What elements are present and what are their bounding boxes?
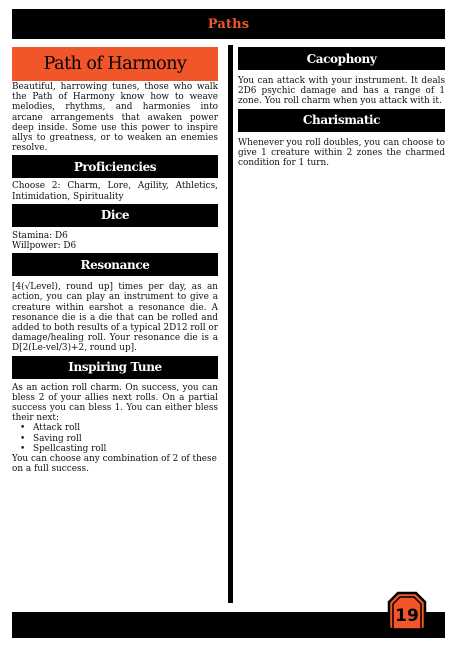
- right-column: [238, 47, 445, 168]
- path-title-banner: [12, 47, 218, 81]
- inspiring-tune-heading: Inspiring Tune: [12, 356, 218, 379]
- charismatic-heading: Charismatic: [238, 109, 445, 132]
- path-title: Path of Harmony: [43, 54, 187, 74]
- willpower-text: Willpower: D6: [12, 241, 77, 252]
- list-item: • Saving roll: [12, 434, 218, 444]
- page-number: 19: [395, 606, 419, 626]
- left-column: [12, 47, 218, 474]
- dice-heading: Dice: [12, 204, 218, 227]
- page-number-badge: [380, 591, 434, 631]
- inspiring-tune-footer: You can choose any combination of 2 of these on a full success.: [12, 454, 217, 475]
- inspiring-tune-text: As an action roll charm. On success, you can bless 2 of your allies next rolls. On a partial success you can bless 1. You can either bless their next:: [12, 382, 218, 424]
- cacophony-text: You can attack with your instrument. It deals 2D6 psychic damage and has a range of 1 zone. You roll charm when you attack with it.: [238, 76, 445, 107]
- bless-options-list: [12, 423, 218, 454]
- header-bar: [12, 9, 445, 39]
- proficiencies-text: Choose 2: Charm, Lore, Agility, Athletics, Intimidation, Spirituality: [12, 181, 218, 202]
- proficiencies-heading: Proficiencies: [12, 155, 218, 178]
- intro-paragraph: Beautiful, harrowing tunes, those who walk the Path of Harmony know how to weave melodies, rhythms, and harmonies into arcane arrangements that awaken power deep inside. Some use this power to inspire allys to greatness, or to weaken an enemies resolve.: [12, 82, 218, 154]
- cacophony-heading: Cacophony: [238, 47, 445, 70]
- resonance-heading: Resonance: [12, 253, 218, 276]
- list-item: • Spellcasting roll: [12, 444, 218, 454]
- column-divider: [228, 45, 233, 603]
- stamina-text: Stamina: D6: [12, 230, 68, 241]
- list-item: • Attack roll: [12, 423, 218, 433]
- charismatic-text: Whenever you roll doubles, you can choose to give 1 creature within 2 zones the charmed condition for 1 turn.: [238, 137, 445, 169]
- section-title: Paths: [207, 16, 250, 32]
- resonance-text: [4(√Level), round up] times per day, as an action, you can play an instrument to give a creature within earshot a resonance die. A resonance die is a die that can be rolled and added to both results of a typical 2D12 roll or damage/healing roll. Your resonance die is a D[2(Le-vel/3)+2, round up].: [12, 282, 218, 354]
